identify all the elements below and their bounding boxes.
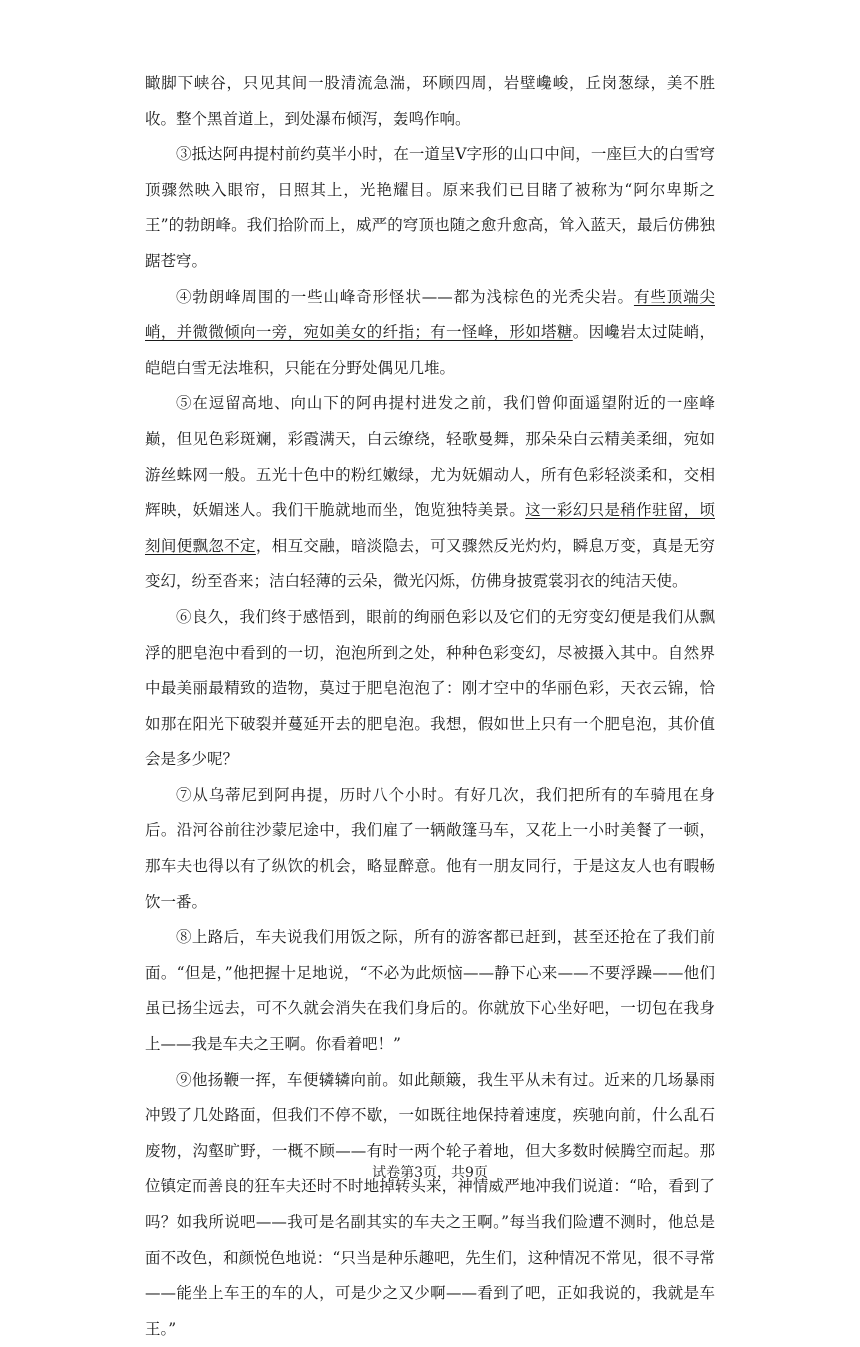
paragraph-text: ④勃朗峰周围的一些山峰奇形怪状——都为浅棕色的光秃尖岩。: [176, 287, 634, 306]
paragraph-7: [145, 778, 715, 920]
paragraph-8: [145, 920, 715, 1062]
paragraph-9: [145, 1063, 715, 1347]
paragraph-text: ⑦从乌蒂尼到阿冉提，历时八个小时。有好几次，我们把所有的车骑甩在身后。沿河谷前往沙蒙尼途中，我们雇了一辆敞篷马车，又花上一小时美餐了一顿，那车夫也得以有了纵饮的机会，略显醉意。他有一朋友同行，于是这友人也有暇畅饮一番。: [145, 785, 715, 911]
paragraph-text: ⑤在逗留高地、向山下的阿冉提村进发之前，我们曾仰面遥望附近的一座峰巅，但见色彩斑斓，彩霞满天，白云缭绕，轻歌曼舞，那朵朵白云精美柔细，宛如游丝蛛网一般。五光十色中的粉红嫩绿，尤为妩媚动人，所有色彩轻淡柔和，交相辉映，妖媚迷人。我们干脆就地而坐，饱览独特美景。: [145, 394, 715, 520]
paragraph-6: [145, 600, 715, 778]
paragraph-5: [145, 386, 715, 600]
paragraph-continuation: [145, 66, 715, 137]
underlined-sentence: 有些顶端尖峭，并微微倾向一旁，宛如美女的纤指；有一怪峰，形如塔糖: [145, 287, 715, 342]
paragraph-text: ⑧上路后，车夫说我们用饭之际，所有的游客都已赶到，甚至还抢在了我们前面。“但是，”他把握十足地说，“不必为此烦恼——静下心来——不要浮躁——他们虽已扬尘远去，可不久就会消失在我们身后的。你就放下心坐好吧，一切包在我身上——我是车夫之王啊。你看着吧！”: [145, 928, 715, 1054]
page-footer: 试卷第3页，共9页: [372, 1165, 488, 1181]
paragraph-text: 。因巉岩太过陡峭，皑皑白雪无法堆积，只能在分野处偶见几堆。: [145, 323, 715, 377]
underlined-sentence: 这一彩幻只是稍作驻留，顷刻间便飘忽不定: [145, 501, 715, 555]
article-body: [145, 66, 715, 1347]
paragraph-3: [145, 137, 715, 279]
paragraph-text: ③抵达阿冉提村前约莫半小时，在一道呈Ⅴ字形的山口中间，一座巨大的白雪穹顶骤然映入眼帘，日照其上，光艳耀目。原来我们已目睹了被称为“阿尔卑斯之王”的勃朗峰。我们拾阶而上，威严的穹顶也随之愈升愈高，耸入蓝天，最后仿佛独踞苍穹。: [145, 145, 715, 270]
paragraph-text: 瞰脚下峡谷，只见其间一股清流急湍，环顾四周，岩壁巉峻，丘岗葱绿，美不胜收。整个黑首道上，到处瀑布倾泻，轰鸣作响。: [145, 74, 715, 128]
paragraph-4: [145, 280, 715, 387]
paragraph-text: ⑥良久，我们终于感悟到，眼前的绚丽色彩以及它们的无穷变幻便是我们从飘浮的肥皂泡中看到的一切，泡泡所到之处，种种色彩变幻，尽被摄入其中。自然界中最美丽最精致的造物，莫过于肥皂泡泡了：刚才空中的华丽色彩，天衣云锦，恰如那在阳光下破裂并蔓延开去的肥皂泡。我想，假如世上只有一个肥皂泡，其价值会是多少呢？: [145, 607, 715, 769]
paragraph-text: ⑨他扬鞭一挥，车便辚辚向前。如此颠簸，我生平从未有过。近来的几场暴雨冲毁了几处路面，但我们不停不歇，一如既往地保持着速度，疾驰向前，什么乱石废物，沟壑旷野，一概不顾——有时一两个轮子着地，但大多数时候腾空而起。那位镇定而善良的狂车夫还时不时地掉转头来，神情威严地冲我们说道：“哈，看到了吗？如我所说吧——我可是名副其实的车夫之王啊。”每当我们险遭不测时，他总是面不改色，和颜悦色地说：“只当是种乐趣吧，先生们，这种情况不常见，很不寻常——能坐上车王的车的人，可是少之又少啊——看到了吧，正如我说的，我就是车王。”: [145, 1070, 715, 1338]
paragraph-text: ，相互交融，暗淡隐去，可又骤然反光灼灼，瞬息万变，真是无穷变幻，纷至沓来；洁白轻薄的云朵，微光闪烁，仿佛身披霓裳羽衣的纯洁天使。: [145, 536, 715, 591]
